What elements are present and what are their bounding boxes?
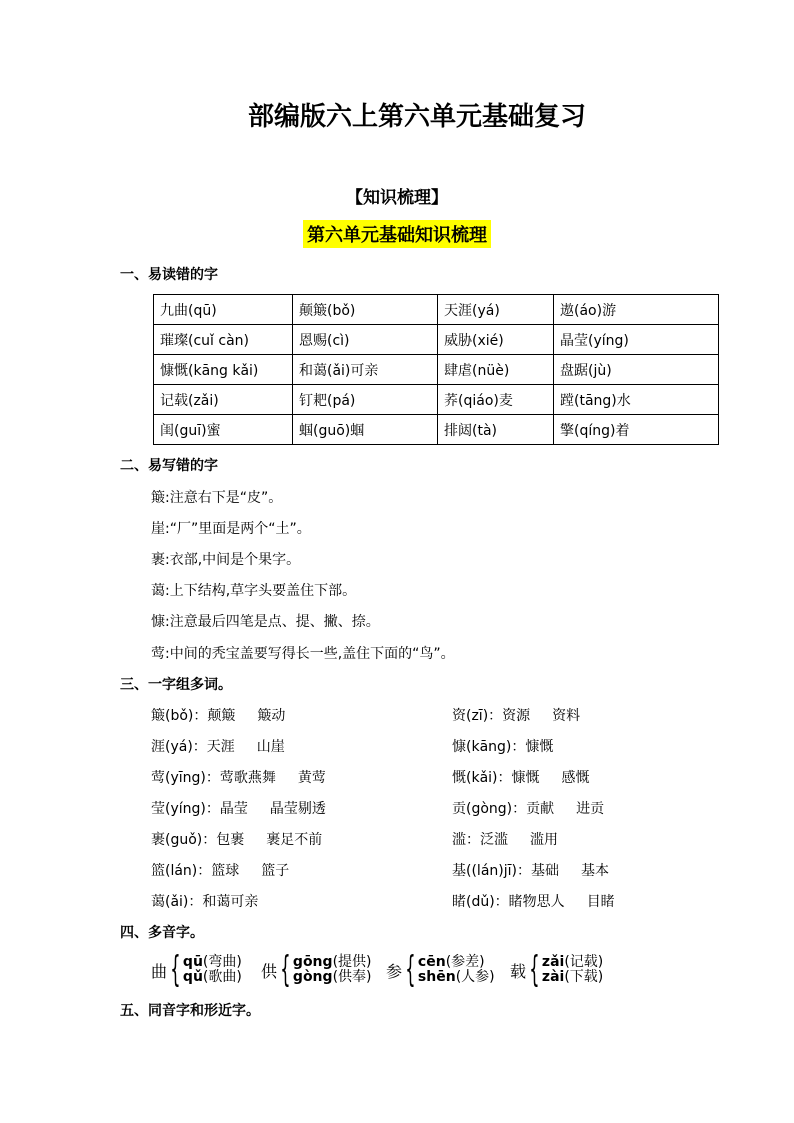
table-cell: 擎(qíng)着 [554,415,719,445]
table-row [154,295,719,325]
pinyin: shēn [417,969,456,985]
example-word: (供奉) [332,969,372,985]
word-group-word: 黄莺 [297,770,326,786]
word-group-word: 感慨 [561,770,590,786]
word-group [151,891,258,911]
section-heading-1: 一、易读错的字 [120,267,218,283]
table-cell: 晶莹(yíng) [554,325,719,355]
word-group-word: 滥用 [530,832,558,848]
word-group-head: 裹(guǒ)：包裹 [151,832,245,848]
word-group-head: 莺(yīng)：莺歌燕舞 [151,770,276,786]
word-group [452,798,604,818]
table-row [154,415,719,445]
page-title: 部编版六上第六单元基础复习 [247,102,586,132]
table-cell: 遨(áo)游 [554,295,719,325]
table-cell: 恩赐(cì) [293,325,438,355]
polyphone-entry [261,949,372,990]
table-cell: 蝈(guō)蝈 [293,415,438,445]
example-word: (参差) [445,954,485,970]
pinyin: zǎi [541,954,565,970]
polyphone-entry [386,949,495,990]
table-cell: 颠簸(bǒ) [293,295,438,325]
example-word: (弯曲) [202,954,242,970]
example-word: (下载) [564,969,604,985]
table-cell: 九曲(qū) [154,295,293,325]
word-group-word: 篮子 [261,863,290,879]
polyphone-char: 供 [261,961,278,981]
word-group [151,736,285,756]
word-group [151,860,289,880]
table-row [154,385,719,415]
word-group-head: 资(zī)：资源 [452,708,531,724]
highlight-heading: 第六单元基础知识梳理 [303,220,491,248]
polyphone-char: 曲 [151,961,168,981]
word-group [452,736,553,756]
pinyin: gòng [292,969,333,985]
section-heading-3: 三、一字组多词。 [120,677,232,693]
example-word: (记载) [564,954,604,970]
writing-tip: 裹:衣部,中间是个果字。 [151,552,301,568]
example-word: (歌曲) [202,969,242,985]
word-group-head: 簸(bǒ)：颠簸 [151,708,236,724]
table-cell: 记载(zǎi) [154,385,293,415]
word-group-head: 基((lán)jī)：基础 [452,863,559,879]
word-group-word: 目睹 [586,894,615,910]
word-group [452,705,580,725]
table-cell: 天涯(yá) [438,295,554,325]
word-group [452,829,558,849]
section-heading-2: 二、易写错的字 [120,458,218,474]
example-word: (人参) [455,969,495,985]
word-group-word: 山崖 [256,739,285,755]
polyphone-entry [510,949,604,990]
pinyin: cēn [417,954,446,970]
word-group [452,860,609,880]
word-group-head: 涯(yá)：天涯 [151,739,235,755]
polyphone-entry [151,949,242,990]
writing-tip: 慷:注意最后四笔是点、提、撇、捺。 [151,614,380,630]
pinyin: zài [541,969,565,985]
word-group [151,705,285,725]
writing-tip: 崖:“厂”里面是两个“土”。 [151,521,311,537]
word-group-head: 莹(yíng)：晶莹 [151,801,248,817]
word-group-word: 基本 [580,863,609,879]
word-group [452,891,615,911]
word-group-head: 慷(kāng)：慷慨 [452,739,554,755]
word-group-head: 贡(gòng)：贡献 [452,801,555,817]
word-group-head: 蔼(ǎi)：和蔼可亲 [151,894,259,910]
word-group [151,829,322,849]
writing-tip: 簸:注意右下是“皮”。 [151,490,283,506]
brace-icon: { [280,949,291,990]
brace-icon: { [405,949,416,990]
table-cell: 肆虐(nüè) [438,355,554,385]
pinyin: qǔ [182,969,203,985]
word-group-word: 晶莹剔透 [269,801,326,817]
table-cell: 威胁(xié) [438,325,554,355]
pinyin: gōng [292,954,333,970]
misread-words-table [153,294,719,445]
word-group-head: 篮(lán)：篮球 [151,863,240,879]
table-cell: 钉耙(pá) [293,385,438,415]
table-cell: 盘踞(jù) [554,355,719,385]
brace-icon: { [170,949,181,990]
table-cell: 排闼(tà) [438,415,554,445]
polyphone-char: 载 [510,961,527,981]
table-cell: 闺(guī)蜜 [154,415,293,445]
highlight-heading-wrap [0,220,794,248]
pinyin: qū [182,954,203,970]
example-word: (提供) [332,954,372,970]
word-group-word: 资料 [552,708,581,724]
writing-tip: 蔼:上下结构,草字头要盖住下部。 [151,583,357,599]
section-heading-4: 四、多音字。 [120,925,204,941]
word-group [151,767,326,787]
word-group-head: 滥：泛滥 [452,832,508,848]
word-group-word: 裹足不前 [266,832,323,848]
table-cell: 荞(qiáo)麦 [438,385,554,415]
table-cell: 和蔼(ǎi)可亲 [293,355,438,385]
word-group [452,767,590,787]
word-group-word: 簸动 [257,708,286,724]
table-cell: 慷慨(kāng kǎi) [154,355,293,385]
word-group-head: 慨(kǎi)：慷慨 [452,770,540,786]
table-row [154,325,719,355]
section-subtitle: 【知识梳理】 [346,188,448,208]
word-group [151,798,326,818]
table-cell: 璀璨(cuǐ càn) [154,325,293,355]
brace-icon: { [529,949,540,990]
table-cell: 蹚(tāng)水 [554,385,719,415]
word-group-head: 睹(dǔ)：睹物思人 [452,894,565,910]
word-group-word: 进贡 [576,801,605,817]
writing-tip: 莺:中间的秃宝盖要写得长一些,盖住下面的“鸟”。 [151,646,455,662]
table-row [154,355,719,385]
section-heading-5: 五、同音字和形近字。 [120,1003,260,1019]
polyphone-char: 参 [386,961,403,981]
